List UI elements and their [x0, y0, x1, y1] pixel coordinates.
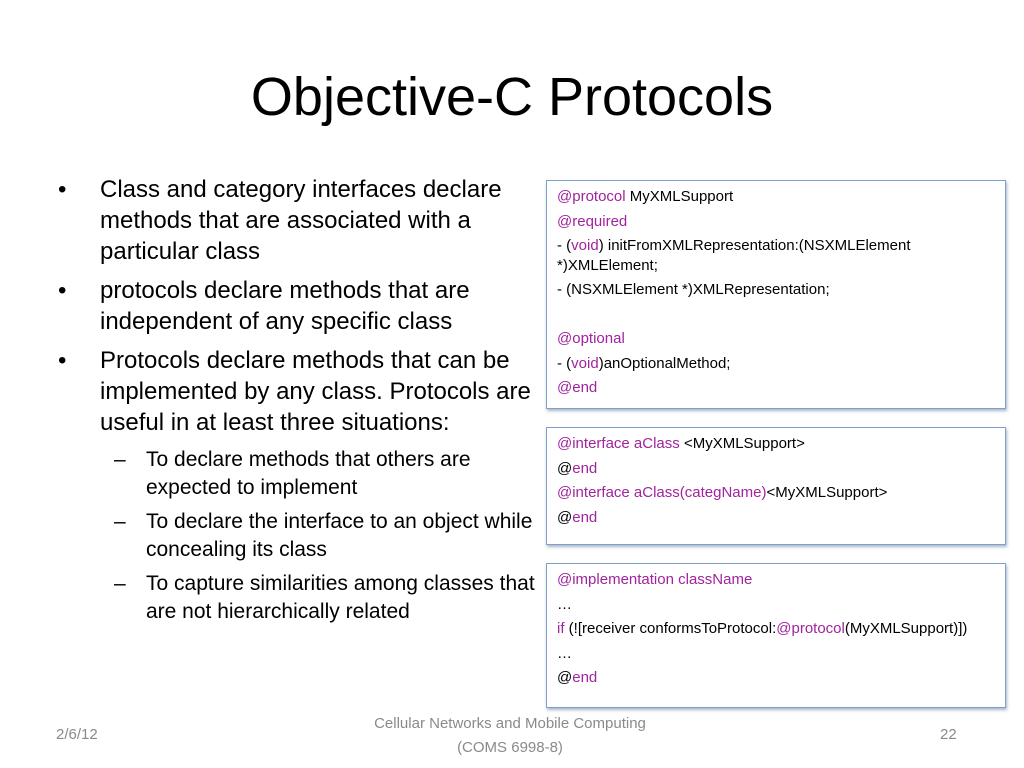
code-keyword: @protocol: [557, 188, 626, 205]
code-line: [557, 352, 1005, 377]
code-text: @: [557, 508, 573, 526]
code-line: [557, 481, 1005, 506]
implementation-code-box: [546, 563, 1006, 708]
code-keyword: end: [572, 508, 598, 526]
sub-bullet-text: To declare methods that others are expected to implement: [146, 448, 471, 499]
code-line: [557, 210, 1005, 235]
footer-date: 2/6/12: [56, 726, 98, 743]
code-text: (MyXMLSupport)]): [844, 620, 968, 637]
code-text: <MyXMLSupport>: [766, 484, 888, 501]
code-line: [557, 617, 1005, 642]
code-line: [557, 432, 1005, 457]
sub-bullet-text: To capture similarities among classes that are not hierarchically related: [146, 572, 535, 623]
bullet-mark: •: [58, 347, 67, 374]
bullet-mark: •: [58, 176, 67, 203]
code-line: [557, 666, 1005, 691]
sub-bullet-item: [56, 508, 536, 564]
sub-bullet-item: [56, 570, 536, 626]
code-keyword: @interface aClass(categName): [557, 484, 767, 501]
code-line: [557, 185, 1005, 210]
footer-course-code: (COMS 6998-8): [457, 739, 563, 756]
code-text: (![receiver conformsToProtocol:: [564, 620, 777, 637]
code-text: - (: [557, 237, 572, 254]
code-text: @: [557, 669, 573, 686]
page-number: 22: [940, 726, 957, 743]
code-keyword: void: [571, 354, 599, 372]
code-keyword: @end: [557, 379, 598, 396]
protocol-code-box: [546, 180, 1006, 409]
bullet-item: [56, 275, 536, 337]
code-line: [557, 568, 1005, 593]
bullet-item: [56, 174, 536, 267]
code-line: [557, 327, 1005, 352]
code-text: )anOptionalMethod;: [598, 354, 731, 372]
code-text: ) initFromXMLRepresentation:(NSXMLElement *)XMLElement;: [557, 237, 911, 274]
code-line: [557, 506, 1005, 531]
code-line: [557, 457, 1005, 482]
dash-mark: –: [114, 572, 126, 595]
code-keyword: @implementation className: [557, 571, 753, 588]
code-blank-line: [557, 303, 1005, 328]
code-keyword: @optional: [557, 330, 625, 347]
bullet-list: [56, 174, 536, 632]
code-keyword: @interface aClass: [557, 435, 680, 452]
slide-title: Objective-C Protocols: [250, 67, 774, 127]
code-line: …: [557, 595, 572, 613]
bullet-text: Class and category interfaces declare methods that are associated with a particular class: [100, 176, 502, 265]
code-text: @: [557, 459, 573, 477]
code-line: …: [557, 644, 572, 662]
bullet-text: Protocols declare methods that can be implemented by any class. Protocols are useful in at least three situations:: [100, 347, 531, 436]
code-line: - (NSXMLElement *)XMLRepresentation;: [557, 281, 830, 298]
code-keyword: @protocol: [776, 620, 845, 637]
bullet-mark: •: [58, 277, 67, 304]
footer-course: [340, 712, 680, 760]
code-line: [557, 376, 1005, 401]
bullet-item: [56, 345, 536, 438]
code-text: <MyXMLSupport>: [679, 435, 805, 452]
footer-course-name: Cellular Networks and Mobile Computing: [374, 715, 646, 732]
dash-mark: –: [114, 510, 126, 533]
sub-bullet-item: [56, 446, 536, 502]
code-keyword: if: [557, 620, 565, 637]
code-keyword: @required: [557, 212, 628, 230]
code-text: MyXMLSupport: [625, 188, 734, 205]
code-keyword: end: [572, 669, 598, 686]
code-line: [557, 236, 1005, 276]
code-text: - (: [557, 354, 572, 372]
bullet-text: protocols declare methods that are independent of any specific class: [100, 277, 470, 335]
interface-code-box: [546, 427, 1006, 545]
dash-mark: –: [114, 448, 126, 471]
code-keyword: end: [572, 459, 598, 477]
code-keyword: void: [571, 237, 599, 254]
sub-bullet-text: To declare the interface to an object while concealing its class: [146, 510, 533, 561]
